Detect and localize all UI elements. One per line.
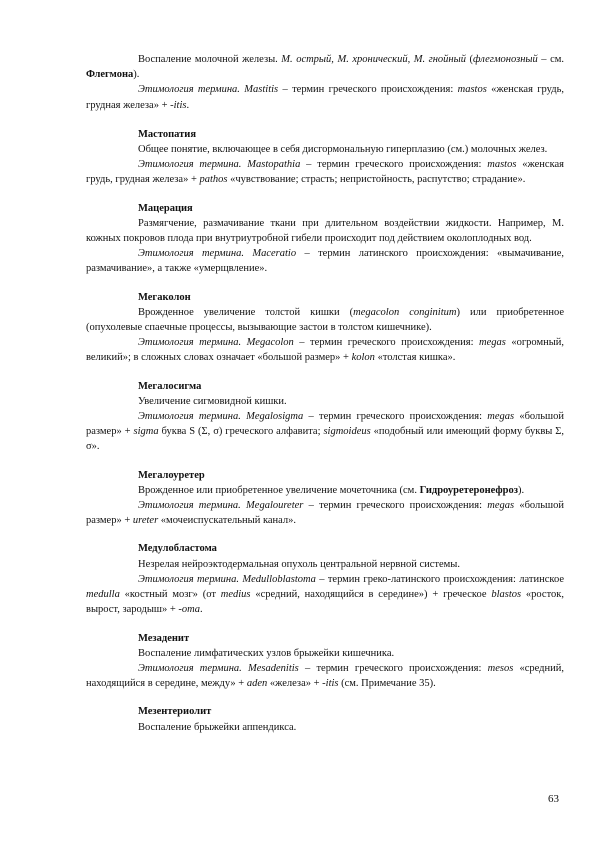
entry-mesadenitis (86, 631, 564, 692)
etymology-lead: Этимология термина. Medulloblastoma (138, 573, 316, 585)
text-italic: megas (487, 500, 515, 512)
entry-term: Мацерация (138, 202, 193, 214)
entry-term: Мегаколон (138, 291, 191, 303)
text: «железа» + - (267, 678, 326, 690)
text: «женская грудь, грудная железа» + (86, 159, 565, 186)
text: – термин греческого происхождения: (278, 84, 458, 96)
text: «чувствование; страсть; непристойность, распутство; страдание». (227, 174, 526, 186)
text: – термин греческого происхождения: (303, 500, 488, 512)
text: Воспаление молочной железы. (138, 54, 282, 65)
text-italic: sigmoideus (323, 426, 371, 438)
entry-megalosigma (86, 379, 564, 455)
etymology (86, 246, 564, 276)
text: «средний, находящийся в середине») + греческое (250, 589, 492, 601)
text-italic: medulla (86, 589, 120, 601)
etymology-lead: Этимология термина. Mastitis (138, 84, 279, 96)
text: ( (469, 54, 474, 65)
entry-term: Мегалосигма (138, 380, 202, 392)
text: «костный мозг» (от (119, 589, 221, 601)
text-italic: ureter (132, 515, 159, 527)
definition (86, 305, 564, 335)
entry-megaloureter (86, 468, 564, 529)
text: «мочеиспускательный канал». (158, 515, 297, 527)
entry-term: Мезентериолит (138, 706, 212, 718)
definition: Общее понятие, включающее в себя дисгормональную гиперплазию (см.) молочных желез. (138, 144, 548, 156)
text: Врожденное увеличение толстой кишки ( (138, 306, 354, 318)
page-number: 63 (548, 793, 559, 805)
text: «женская грудь, грудная железа» + - (86, 84, 565, 111)
definition (86, 52, 564, 82)
text-italic: pathos (199, 174, 228, 186)
entry-maceration (86, 201, 564, 277)
entry-mastitis-continued (86, 52, 564, 113)
etymology (86, 498, 564, 528)
text-italic: aden (246, 678, 268, 690)
text: ). (133, 69, 140, 81)
entry-megacolon (86, 290, 564, 366)
text: – термин греческого происхождения: (300, 159, 488, 171)
text: (см. Примечание 35). (338, 678, 436, 690)
text: «толстая кишка». (374, 352, 456, 364)
text: «росток, вырост, зародыш» + - (86, 589, 564, 616)
text: ) или приобретенное (опухолевые спаечные процессы, вызывающие застои в толстом кишечнике). (86, 306, 564, 334)
etymology-lead: Этимология термина. Mesadenitis (138, 662, 299, 674)
etymology (86, 335, 564, 365)
entry-medulloblastoma (86, 541, 564, 617)
text: ). (517, 484, 525, 496)
definition: Воспаление лимфатических узлов брыжейки кишечника. (138, 647, 395, 659)
entry-term: Мезаденит (138, 632, 190, 644)
text-italic: megas (487, 411, 515, 423)
text: «большой размер» + (86, 500, 565, 527)
definition: Воспаление брыжейки аппендикса. (138, 721, 297, 733)
definition: Размягчение, размачивание ткани при длительном воздействии жидкости. Например, М. кожных покровов плода при внутриутробной гибели происходит под действием околоплодных вод. (86, 217, 564, 245)
text: – термин греческого происхождения: (298, 662, 488, 674)
text-italic: mastos (487, 159, 517, 171)
text: – термин греко-латинского происхождения: латинское (315, 573, 564, 585)
text-italic: medius (220, 589, 251, 601)
text-italic: oma (181, 604, 200, 616)
text: буква S (Σ, σ) греческого алфавита; (158, 426, 324, 438)
text-italic: флегмонозный (473, 54, 538, 65)
definition: Увеличение сигмовидной кишки. (138, 395, 287, 407)
text: «средний, находящийся в середине, между» + (86, 662, 565, 690)
text-italic: megas (479, 337, 506, 349)
entry-term: Мастопатия (138, 128, 197, 140)
etymology (86, 157, 564, 187)
text-italic: kolon (351, 352, 375, 364)
etymology-lead: Этимология термина. Maceratio (138, 248, 297, 260)
etymology-lead: Этимология термина. Megaloureter (138, 500, 304, 512)
etymology (86, 661, 564, 691)
text: – термин греческого происхождения: (303, 411, 488, 423)
text: «большой размер» + (86, 411, 565, 438)
text-italic: sigma (133, 426, 159, 438)
entry-mesenteriolitis (86, 704, 564, 734)
text: Врожденное или приобретенное увеличение мочеточника (см. (138, 484, 420, 496)
etymology (86, 572, 564, 618)
etymology (86, 409, 564, 455)
text: . (199, 604, 203, 616)
text-italic: mastos (457, 84, 487, 96)
text: – см. (537, 54, 564, 65)
text: «подобный или имеющий форму буквы Σ, σ». (86, 426, 565, 453)
text-italic: blastos (491, 589, 522, 601)
definition: Незрелая нейроэктодермальная опухоль центральной нервной системы. (138, 558, 460, 570)
text-italic: mesos (487, 662, 514, 674)
entry-mastopathy (86, 127, 564, 188)
etymology-lead: Этимология термина. Megacolon (138, 337, 294, 349)
etymology (86, 82, 564, 112)
document-body (86, 52, 564, 735)
cross-reference: Флегмона (86, 69, 134, 81)
etymology-lead: Этимология термина. Megalosigma (138, 411, 304, 423)
text: . (186, 99, 190, 111)
entry-term: Мегалоуретер (138, 469, 205, 481)
text-italic: megacolon conginitum (353, 306, 457, 318)
text: «огромный, великий»; в сложных словах означает «большой размер» + (86, 337, 565, 364)
cross-reference: Гидроуретеронефроз (419, 484, 518, 496)
definition (86, 483, 564, 498)
etymology-lead: Этимология термина. Mastopathia (138, 159, 301, 171)
text: – термин латинского происхождения: «вымачивание, размачивание», а также «умерщвление». (86, 248, 565, 275)
entry-term: Медулобластома (138, 543, 217, 555)
text-italic: itis (325, 678, 339, 690)
text-italic: itis (173, 99, 187, 111)
text-italic: М. острый, М. хронический, М. гнойный (281, 54, 466, 65)
text: – термин греческого происхождения: (293, 337, 479, 349)
